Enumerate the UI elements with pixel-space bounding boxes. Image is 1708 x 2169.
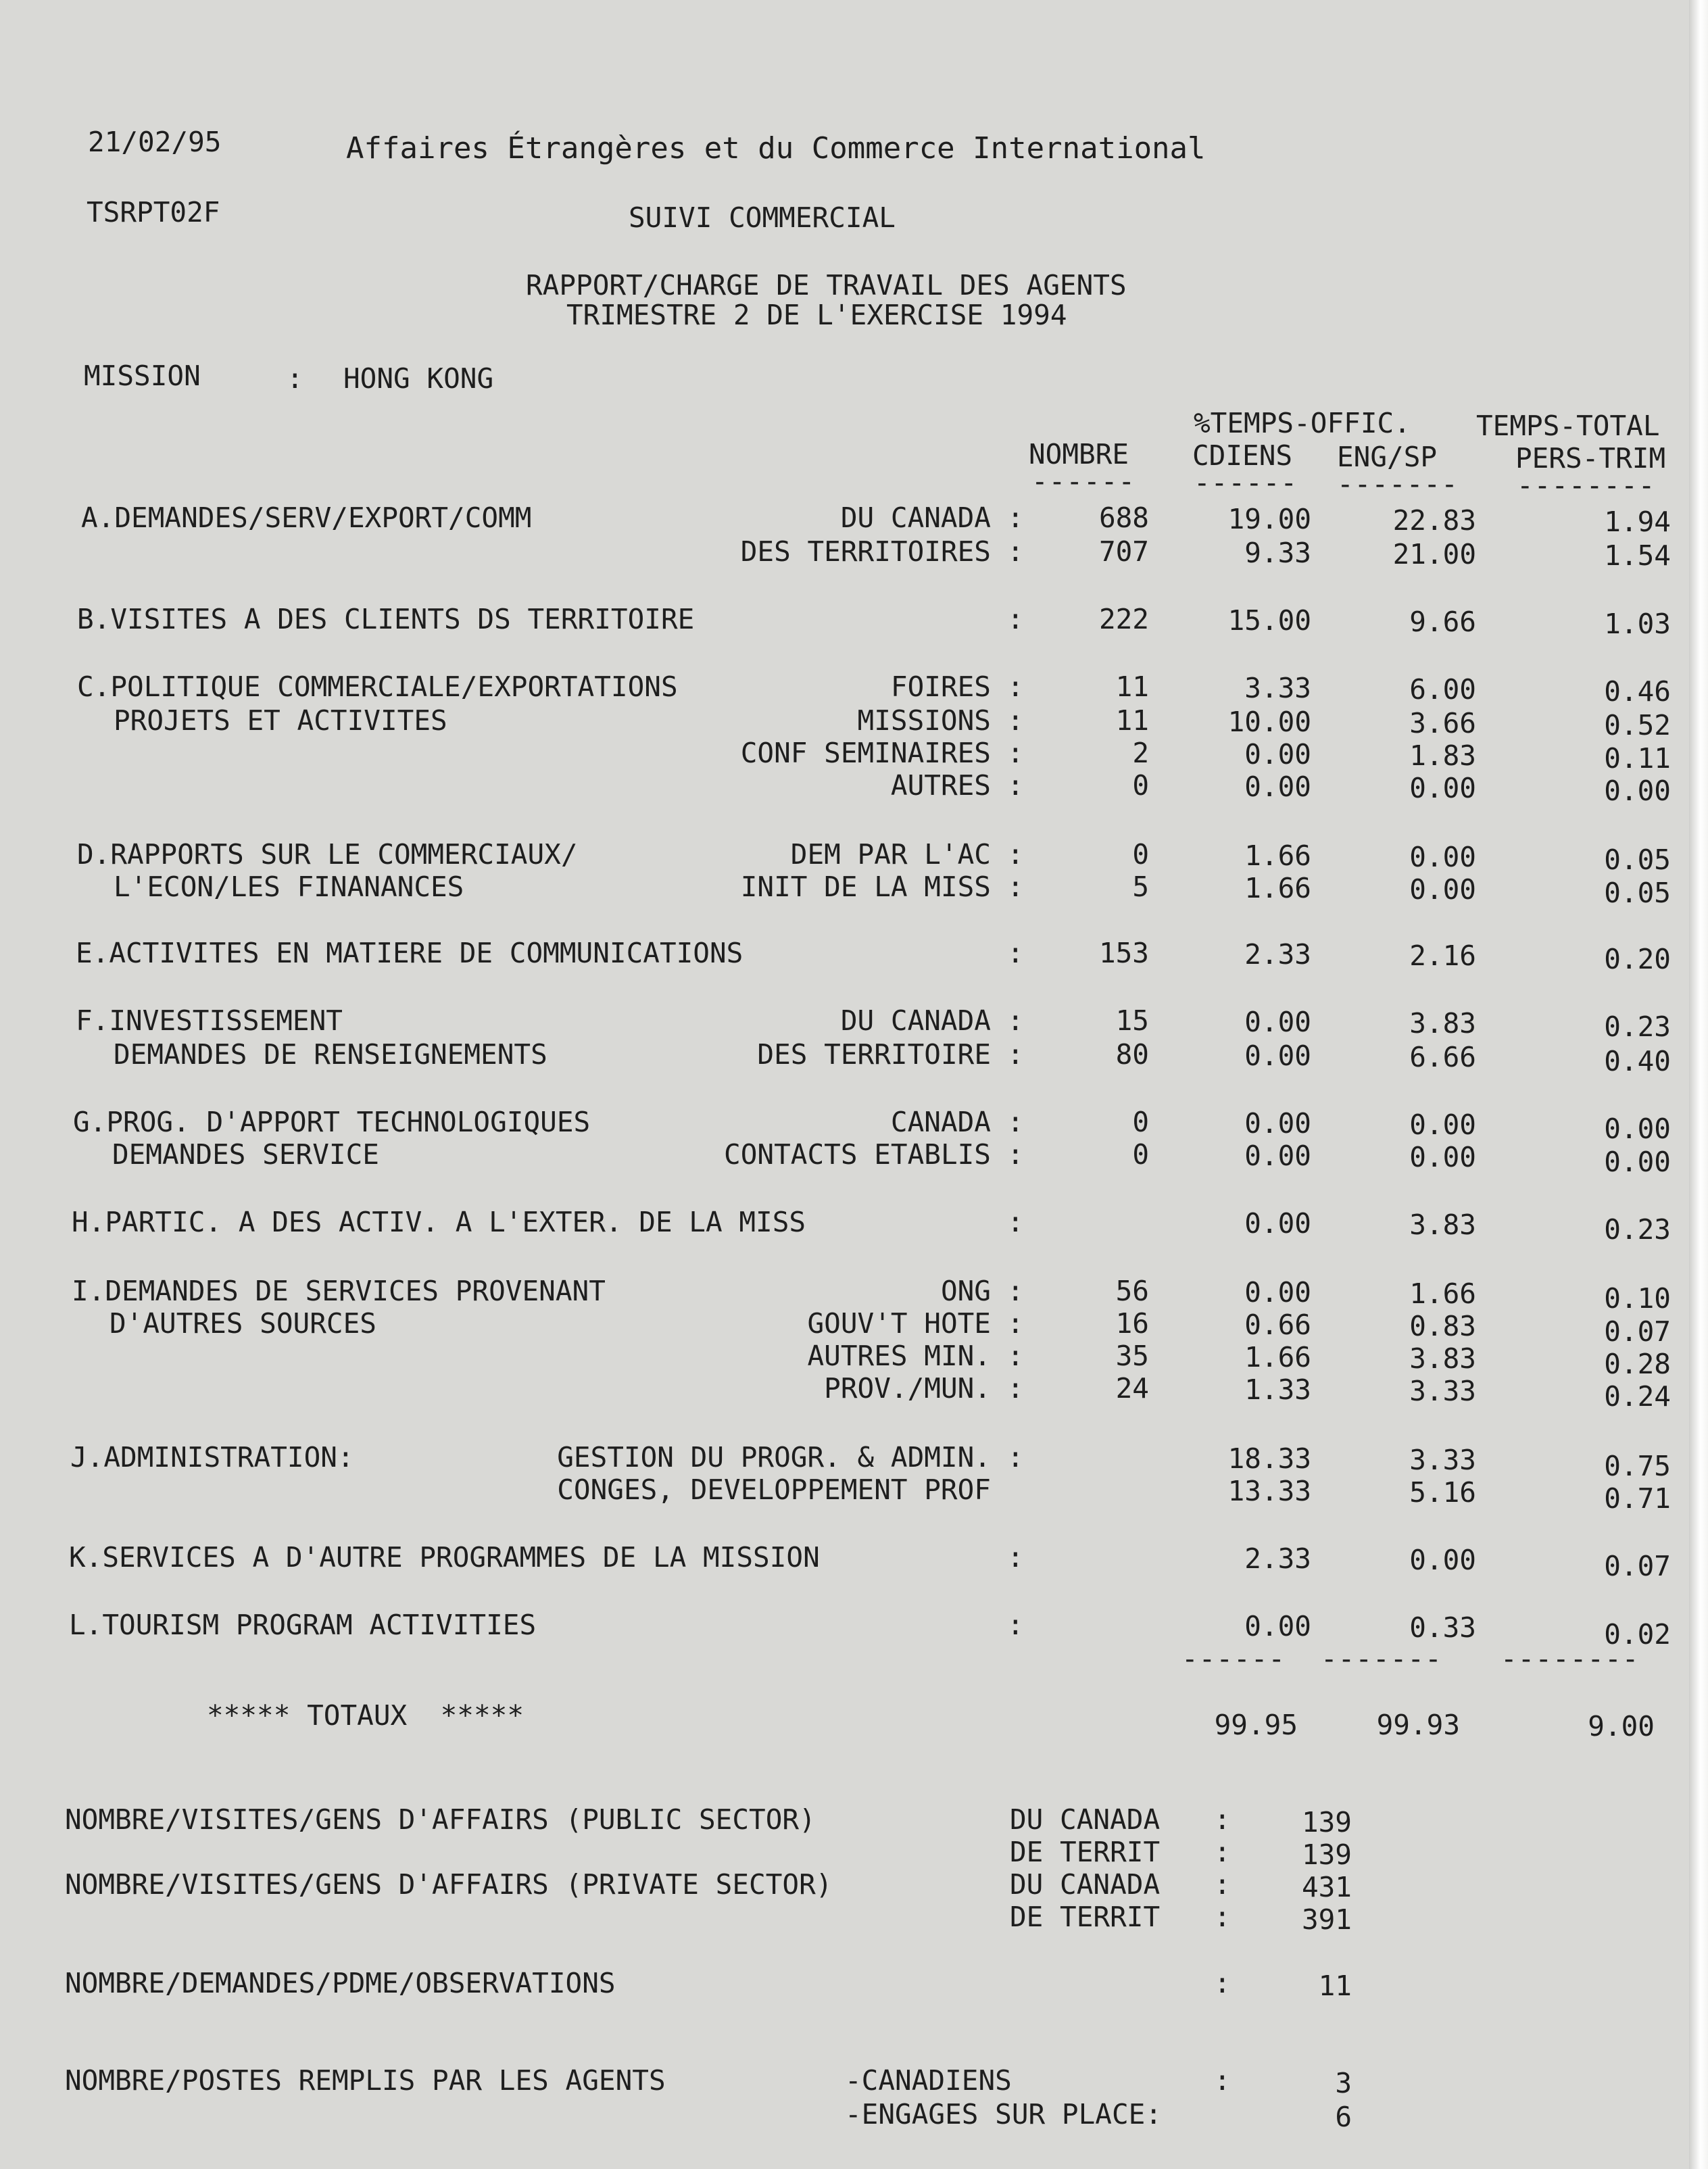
system-name: SUIVI COMMERCIAL [629, 201, 896, 234]
row-colon: : [1007, 1307, 1024, 1340]
row-colon: : [1007, 1275, 1024, 1307]
row-cdiens: 0.00 [1244, 1610, 1311, 1642]
row-cdiens: 2.33 [1244, 938, 1311, 971]
row-nombre: 0 [1132, 1138, 1149, 1171]
row-colon: : [1007, 1609, 1024, 1641]
row-sublabel: ONG [940, 1275, 991, 1307]
row-nombre: 80 [1115, 1038, 1149, 1071]
summary-colon: : [1214, 1836, 1231, 1868]
row-nombre: 707 [1098, 535, 1149, 568]
row-sublabel: GOUV'T HOTE [807, 1307, 991, 1340]
row-pers-trim: 0.40 [1604, 1045, 1671, 1077]
summary-sublabel: DE TERRIT [1010, 1901, 1161, 1933]
row-sublabel: AUTRES MIN. [807, 1340, 991, 1372]
row-cdiens: 0.00 [1244, 1040, 1311, 1072]
row-label: D.RAPPORTS SUR LE COMMERCIAUX/ [77, 838, 578, 871]
row-sublabel: DU CANADA [840, 1004, 991, 1037]
row-pers-trim: 0.28 [1604, 1348, 1671, 1380]
row-cdiens: 0.00 [1244, 1140, 1311, 1172]
row-cdiens: 2.33 [1244, 1542, 1311, 1575]
row-colon: : [1007, 871, 1024, 903]
row-colon: : [1007, 1106, 1024, 1138]
row-label: PROJETS ET ACTIVITES [114, 704, 447, 737]
row-colon: : [1007, 737, 1024, 769]
row-sublabel: CONGES, DEVELOPPEMENT PROF [557, 1473, 991, 1506]
row-pers-trim: 0.24 [1604, 1380, 1671, 1413]
row-label: L.TOURISM PROGRAM ACTIVITIES [69, 1609, 537, 1641]
row-pers-trim: 0.10 [1604, 1282, 1671, 1315]
row-nombre: 0 [1132, 838, 1149, 871]
summary-value: 139 [1301, 1838, 1352, 1871]
row-colon: : [1007, 769, 1024, 802]
row-sublabel: CANADA [890, 1106, 991, 1138]
summary-colon: : [1214, 1967, 1231, 1999]
row-engsp: 6.66 [1409, 1041, 1476, 1073]
row-label: A.DEMANDES/SERV/EXPORT/COMM [81, 502, 532, 534]
row-pers-trim: 1.54 [1604, 539, 1671, 572]
row-colon: : [1007, 704, 1024, 737]
row-engsp: 1.66 [1409, 1277, 1476, 1310]
cdiens-underline: ------ [1194, 466, 1298, 499]
summary-value: 431 [1301, 1871, 1352, 1903]
row-engsp: 0.33 [1409, 1611, 1476, 1644]
row-engsp: 0.00 [1409, 873, 1476, 906]
row-engsp: 3.83 [1409, 1209, 1476, 1241]
row-engsp: 6.00 [1409, 673, 1476, 706]
row-engsp: 0.00 [1409, 1544, 1476, 1576]
row-engsp: 0.00 [1409, 1141, 1476, 1173]
report-title: RAPPORT/CHARGE DE TRAVAIL DES AGENTS [526, 269, 1127, 301]
summary-colon: : [1214, 1868, 1231, 1901]
row-sublabel: FOIRES [890, 671, 991, 703]
row-engsp: 9.66 [1409, 606, 1476, 638]
row-cdiens: 0.00 [1244, 771, 1311, 803]
totals-underline-trim: -------- [1500, 1642, 1640, 1675]
mission-value: HONG KONG [343, 362, 494, 395]
row-colon: : [1007, 535, 1024, 568]
row-pers-trim: 0.23 [1604, 1213, 1671, 1246]
row-cdiens: 0.00 [1244, 1276, 1311, 1309]
row-colon: : [1007, 1372, 1024, 1405]
summary-value: 391 [1301, 1903, 1352, 1936]
row-cdiens: 1.66 [1244, 1341, 1311, 1373]
row-pers-trim: 0.05 [1604, 877, 1671, 909]
row-engsp: 0.00 [1409, 1108, 1476, 1141]
row-nombre: 56 [1115, 1275, 1149, 1307]
row-engsp: 22.83 [1392, 504, 1476, 537]
row-nombre: 15 [1115, 1004, 1149, 1037]
row-nombre: 16 [1115, 1307, 1149, 1340]
row-cdiens: 0.00 [1244, 738, 1311, 771]
summary-sublabel: DU CANADA [1010, 1868, 1161, 1901]
row-cdiens: 13.33 [1227, 1475, 1311, 1507]
row-colon: : [1007, 1206, 1024, 1238]
row-colon: : [1007, 502, 1024, 534]
totals-cdiens: 99.95 [1214, 1709, 1298, 1741]
row-engsp: 0.83 [1409, 1310, 1476, 1342]
row-sublabel: PROV./MUN. [824, 1372, 991, 1405]
row-cdiens: 19.00 [1227, 503, 1311, 535]
column-header-eng-sp: ENG/SP [1337, 441, 1438, 473]
row-colon: : [1007, 603, 1024, 635]
row-cdiens: 0.00 [1244, 1207, 1311, 1240]
row-sublabel: INIT DE LA MISS [740, 871, 991, 903]
column-header-cdiens: CDIENS [1192, 439, 1293, 472]
row-nombre: 11 [1115, 671, 1149, 703]
column-header-temps-total: TEMPS-TOTAL [1476, 410, 1660, 442]
row-pers-trim: 0.07 [1604, 1550, 1671, 1582]
row-nombre: 11 [1115, 704, 1149, 737]
row-engsp: 3.83 [1409, 1342, 1476, 1375]
row-engsp: 2.16 [1409, 940, 1476, 972]
row-nombre: 0 [1132, 769, 1149, 802]
row-label: K.SERVICES A D'AUTRE PROGRAMMES DE LA MISSION [69, 1541, 820, 1574]
row-label: B.VISITES A DES CLIENTS DS TERRITOIRE [77, 603, 695, 635]
row-label: DEMANDES SERVICE [112, 1138, 379, 1171]
row-pers-trim: 0.11 [1604, 742, 1671, 775]
row-label: E.ACTIVITES EN MATIERE DE COMMUNICATIONS [76, 937, 743, 969]
row-engsp: 3.33 [1409, 1375, 1476, 1407]
row-sublabel: CONF SEMINAIRES [740, 737, 991, 769]
row-engsp: 3.83 [1409, 1007, 1476, 1040]
row-sublabel: DU CANADA [840, 502, 991, 534]
row-sublabel: MISSIONS [857, 704, 991, 737]
row-colon: : [1007, 838, 1024, 871]
row-label: J.ADMINISTRATION: [70, 1441, 354, 1473]
row-engsp: 5.16 [1409, 1476, 1476, 1509]
trim-underline: -------- [1517, 469, 1656, 502]
row-cdiens: 1.66 [1244, 839, 1311, 872]
row-cdiens: 18.33 [1227, 1442, 1311, 1475]
summary-sublabel: -ENGAGES SUR PLACE: [845, 2098, 1162, 2130]
row-pers-trim: 0.71 [1604, 1482, 1671, 1515]
row-cdiens: 1.66 [1244, 872, 1311, 904]
row-cdiens: 15.00 [1227, 604, 1311, 637]
summary-sublabel: DE TERRIT [1010, 1836, 1161, 1868]
summary-label: NOMBRE/VISITES/GENS D'AFFAIRS (PUBLIC SECTOR) [65, 1803, 816, 1836]
row-pers-trim: 0.00 [1604, 1113, 1671, 1145]
row-engsp: 0.00 [1409, 772, 1476, 804]
row-pers-trim: 0.05 [1604, 844, 1671, 876]
summary-value: 6 [1335, 2101, 1352, 2133]
row-sublabel: GESTION DU PROGR. & ADMIN. [557, 1441, 991, 1473]
row-pers-trim: 0.75 [1604, 1450, 1671, 1482]
row-pers-trim: 0.02 [1604, 1618, 1671, 1651]
row-nombre: 2 [1132, 737, 1149, 769]
row-engsp: 1.83 [1409, 739, 1476, 772]
totals-engsp: 99.93 [1376, 1709, 1460, 1741]
row-label: DEMANDES DE RENSEIGNEMENTS [114, 1038, 547, 1071]
row-colon: : [1007, 1004, 1024, 1037]
row-pers-trim: 0.07 [1604, 1315, 1671, 1348]
row-pers-trim: 1.03 [1604, 608, 1671, 640]
row-sublabel: DES TERRITOIRE [757, 1038, 991, 1071]
row-colon: : [1007, 1138, 1024, 1171]
report-code: TSRPT02F [87, 196, 220, 228]
row-sublabel: AUTRES [890, 769, 991, 802]
row-nombre: 153 [1098, 937, 1149, 969]
row-cdiens: 0.00 [1244, 1107, 1311, 1140]
row-label: H.PARTIC. A DES ACTIV. A L'EXTER. DE LA MISS [72, 1206, 806, 1238]
row-engsp: 3.66 [1409, 707, 1476, 739]
row-label: G.PROG. D'APPORT TECHNOLOGIQUES [73, 1106, 591, 1138]
scan-edge [1689, 0, 1708, 2169]
totals-trim: 9.00 [1588, 1710, 1655, 1742]
engsp-underline: ------- [1337, 468, 1459, 500]
row-label: L'ECON/LES FINANANCES [114, 871, 464, 903]
summary-value: 11 [1318, 1970, 1352, 2002]
row-nombre: 24 [1115, 1372, 1149, 1405]
row-label: D'AUTRES SOURCES [109, 1307, 376, 1340]
row-pers-trim: 0.00 [1604, 1146, 1671, 1178]
column-header-pers-trim: PERS-TRIM [1515, 442, 1666, 474]
row-sublabel: CONTACTS ETABLIS [724, 1138, 991, 1171]
summary-value: 139 [1301, 1806, 1352, 1838]
summary-colon: : [1214, 2064, 1231, 2097]
mission-label: MISSION [84, 360, 201, 392]
row-nombre: 222 [1098, 603, 1149, 635]
summary-sublabel: DU CANADA [1010, 1803, 1161, 1836]
row-pers-trim: 0.46 [1604, 675, 1671, 708]
row-colon: : [1007, 671, 1024, 703]
department-name: Affaires Étrangères et du Commerce International [346, 131, 1206, 166]
mission-separator: : [287, 362, 303, 395]
row-engsp: 3.33 [1409, 1444, 1476, 1476]
row-cdiens: 3.33 [1244, 672, 1311, 704]
report-period: TRIMESTRE 2 DE L'EXERCISE 1994 [566, 299, 1067, 331]
row-label: C.POLITIQUE COMMERCIALE/EXPORTATIONS [77, 671, 678, 703]
totals-underline-engsp: ------- [1321, 1642, 1442, 1675]
row-cdiens: 1.33 [1244, 1373, 1311, 1406]
nombre-underline: ------ [1031, 465, 1136, 497]
totals-label: ***** TOTAUX ***** [207, 1699, 524, 1732]
summary-value: 3 [1335, 2067, 1352, 2099]
row-sublabel: DES TERRITOIRES [740, 535, 991, 568]
row-nombre: 0 [1132, 1106, 1149, 1138]
row-pers-trim: 0.00 [1604, 775, 1671, 807]
row-engsp: 21.00 [1392, 538, 1476, 570]
report-date: 21/02/95 [88, 126, 222, 158]
totals-underline-cdiens: ------ [1181, 1642, 1286, 1675]
row-cdiens: 0.66 [1244, 1309, 1311, 1341]
row-pers-trim: 0.20 [1604, 943, 1671, 975]
summary-colon: : [1214, 1901, 1231, 1933]
summary-label: NOMBRE/VISITES/GENS D'AFFAIRS (PRIVATE SECTOR) [65, 1868, 833, 1901]
row-cdiens: 10.00 [1227, 706, 1311, 738]
summary-colon: : [1214, 1803, 1231, 1836]
row-pers-trim: 1.94 [1604, 506, 1671, 538]
column-header-nombre: NOMBRE [1029, 438, 1129, 470]
row-nombre: 688 [1098, 502, 1149, 534]
summary-label: NOMBRE/DEMANDES/PDME/OBSERVATIONS [65, 1967, 616, 1999]
summary-label: NOMBRE/POSTES REMPLIS PAR LES AGENTS [65, 2064, 666, 2097]
row-engsp: 0.00 [1409, 841, 1476, 873]
row-colon: : [1007, 1038, 1024, 1071]
column-header-pct-temps: %TEMPS-OFFIC. [1194, 407, 1411, 439]
row-cdiens: 0.00 [1244, 1006, 1311, 1038]
row-pers-trim: 0.23 [1604, 1010, 1671, 1043]
row-label: I.DEMANDES DE SERVICES PROVENANT [72, 1275, 606, 1307]
row-pers-trim: 0.52 [1604, 709, 1671, 741]
row-sublabel: DEM PAR L'AC [790, 838, 991, 871]
summary-sublabel: -CANADIENS [845, 2064, 1012, 2097]
row-label: F.INVESTISSEMENT [76, 1004, 343, 1037]
row-colon: : [1007, 1340, 1024, 1372]
row-colon: : [1007, 1541, 1024, 1574]
row-colon: : [1007, 937, 1024, 969]
row-colon: : [1007, 1441, 1024, 1473]
row-cdiens: 9.33 [1244, 537, 1311, 569]
row-nombre: 35 [1115, 1340, 1149, 1372]
row-nombre: 5 [1132, 871, 1149, 903]
